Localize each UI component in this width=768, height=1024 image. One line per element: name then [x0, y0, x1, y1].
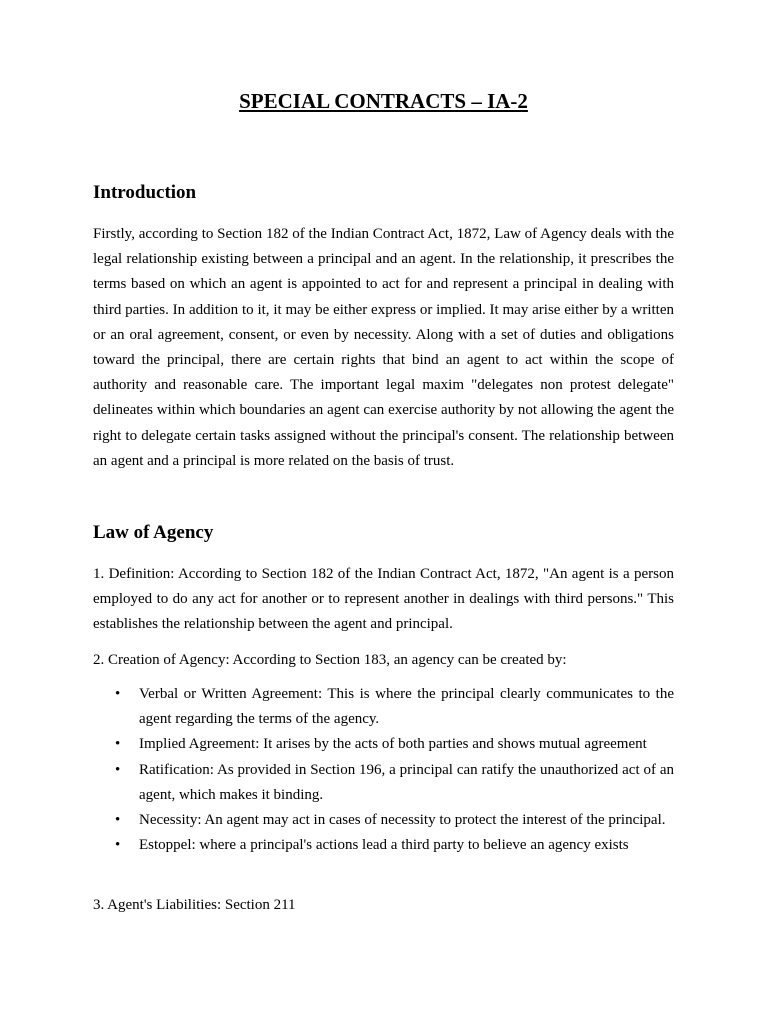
section-heading-law-of-agency: Law of Agency	[93, 522, 214, 543]
bullet-icon: •	[115, 761, 121, 778]
list-item-text: Estoppel: where a principal's actions lead a third party to believe an agency exists	[139, 837, 629, 854]
creation-of-agency-paragraph: 2. Creation of Agency: According to Section 183, an agency can be created by:	[93, 652, 567, 668]
bullet-icon: •	[115, 812, 121, 829]
list-item	[93, 682, 674, 732]
document-title: SPECIAL CONTRACTS – IA-2	[239, 89, 528, 113]
agent-liabilities-paragraph: 3. Agent's Liabilities: Section 211	[93, 897, 296, 913]
list-item	[93, 808, 674, 833]
agency-creation-list	[93, 682, 674, 858]
introduction-paragraph: Firstly, according to Section 182 of the Indian Contract Act, 1872, Law of Agency deals with the legal relationship existing between a principal and an agent. In the relationship, it prescribes the terms based on which an agent is appointed to act for and represent a principal in dealing with third parties. In addition to it, it may be either express or implied. It may arise either by a written or an oral agreement, consent, or even by necessity. Along with a set of duties and obligations toward the principal, there are certain rights that bind an agent to act within the scope of authority and reasonable care. The important legal maxim "delegates non protest delegate" delineates within which boundaries an agent can exercise authority by not allowing the agent the right to delegate certain tasks assigned without the principal's consent. The relationship between an agent and a principal is more related on the basis of trust.	[93, 226, 674, 469]
list-item-text: Verbal or Written Agreement: This is where the principal clearly communicates to the agent regarding the terms of the agency.	[139, 686, 674, 728]
definition-paragraph: 1. Definition: According to Section 182 of the Indian Contract Act, 1872, "An agent is a person employed to do any act for another or to represent another in dealings with third persons." This establishes the relationship between the agent and principal.	[93, 566, 674, 633]
list-item-text: Implied Agreement: It arises by the acts of both parties and shows mutual agreement	[139, 736, 647, 753]
list-item	[93, 758, 674, 808]
bullet-icon: •	[115, 837, 121, 854]
list-item	[93, 833, 674, 858]
list-item	[93, 732, 674, 757]
list-item-text: Ratification: As provided in Section 196, a principal can ratify the unauthorized act of an agent, which makes it binding.	[139, 761, 674, 803]
bullet-icon: •	[115, 736, 121, 753]
bullet-icon: •	[115, 686, 121, 702]
list-item-text: Necessity: An agent may act in cases of necessity to protect the interest of the principal.	[139, 812, 666, 829]
section-heading-introduction: Introduction	[93, 182, 197, 203]
